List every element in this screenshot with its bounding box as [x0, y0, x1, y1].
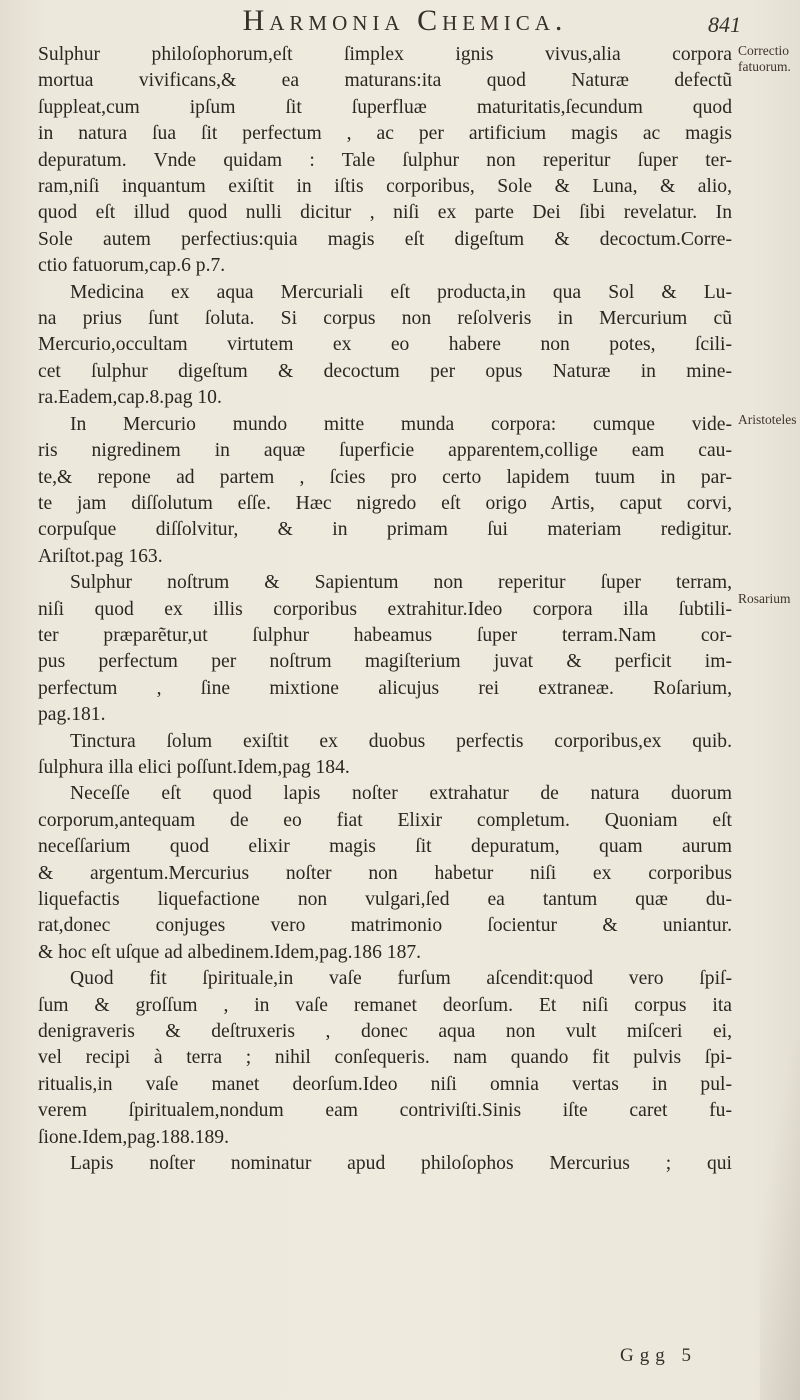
text-line: neceſſarium quod elixir magis ſit depuratum, quam aurum: [38, 836, 732, 858]
text-line: rat,donec conjuges vero matrimonio ſocientur & uniantur.: [38, 915, 732, 937]
text-line: ritualis,in vaſe manet deorſum.Ideo niſi omnia vertas in pul-: [38, 1073, 732, 1095]
margin-note-rosarium: Rosarium: [738, 591, 791, 606]
text-line: Sole autem perfectius:quia magis eſt digeſtum & decoctum.Corre-: [38, 228, 732, 250]
text-line: ſulphura illa elici poſſunt.Idem,pag 184.: [38, 756, 350, 778]
text-line: liquefactis liquefactione non vulgari,ſed ea tantum quæ du-: [38, 889, 732, 910]
text-line: ris nigredinem in aquæ ſuperficie apparentem,collige eam cau-: [38, 440, 732, 462]
page-header: [0, 4, 800, 44]
text-line: In Mercurio mundo mitte munda corpora: cumque vide-: [70, 413, 732, 435]
text-line: Mercurio,occultam virtutem ex eo habere non potes, ſcili-: [38, 334, 732, 356]
text-line: perfectum , ſine mixtione alicujus rei extraneæ. Roſarium,: [38, 677, 732, 699]
running-title: Harmonia Chemica.: [242, 4, 568, 37]
margin-note-correctio: Correctio: [738, 43, 789, 58]
text-line: in natura ſua ſit perfectum , ac per artificium magis ac magis: [38, 123, 732, 145]
text-line: Sulphur noſtrum & Sapientum non reperitur ſuper terram,: [70, 572, 732, 594]
text-line: & argentum.Mercurius noſter non habetur niſi ex corporibus: [38, 862, 732, 884]
text-line: pag.181.: [38, 704, 106, 726]
text-line: te,& repone ad partem , ſcies pro certo lapidem tuum in par-: [38, 466, 732, 488]
text-line: Quod fit ſpirituale,in vaſe furſum aſcendit:quod vero ſpiſ-: [70, 968, 732, 990]
text-line: niſi quod ex illis corporibus extrahitur.Ideo corpora illa ſubtili-: [38, 598, 732, 620]
text-line: ra.Eadem,cap.8.pag 10.: [38, 387, 222, 409]
text-line: ter præparẽtur,ut ſulphur habeamus ſuper terram.Nam cor-: [38, 624, 732, 646]
text-line: Medicina ex aqua Mercuriali eſt producta,in qua Sol & Lu-: [70, 281, 732, 303]
signature-mark: Ggg 5: [620, 1345, 697, 1366]
text-line: Sulphur philoſophorum,eſt ſimplex ignis vivus,alia corpora: [38, 44, 732, 65]
text-line: ſione.Idem,pag.188.189.: [38, 1126, 230, 1148]
page-number: 841: [708, 12, 741, 37]
text-line: ſum & groſſum , in vaſe remanet deorſum. Et niſi corpus ita: [38, 994, 732, 1016]
text-line: ſuppleat,cum ipſum ſit ſuperfluæ maturitatis,ſecundum quod: [38, 96, 732, 118]
text-line: corpuſque diſſolvitur, & in primam ſui materiam redigitur.: [38, 519, 732, 541]
text-line: Tinctura ſolum exiſtit ex duobus perfectis corporibus,ex quib.: [70, 730, 732, 752]
text-line: ctio fatuorum,cap.6 p.7.: [38, 255, 226, 277]
margin-note-fatuorum: fatuorum.: [738, 59, 791, 74]
text-line: Lapis noſter nominatur apud philoſophos Mercurius ; qui: [70, 1153, 732, 1175]
text-line: verem ſpiritualem,nondum eam contriviſti.Sinis iſte caret fu-: [38, 1100, 732, 1122]
text-line: mortua vivificans,& ea maturans:ita quod Naturæ defectũ: [38, 70, 732, 92]
text-line: ram,niſi inquantum exiſtit in iſtis corporibus, Sole & Luna, & alio,: [38, 176, 732, 198]
margin-note-aristoteles: Aristoteles: [738, 412, 797, 427]
text-line: & hoc eſt uſque ad albedinem.Idem,pag.186 187.: [38, 941, 422, 963]
text-line: quod eſt illud quod nulli dicitur , niſi ex parte Dei ſibi revelatur. In: [38, 202, 732, 224]
text-line: corporum,antequam de eo fiat Elixir completum. Quoniam eſt: [38, 809, 732, 831]
text-line: denigraveris & deſtruxeris , donec aqua non vult miſceri ei,: [38, 1021, 732, 1043]
text-line: cet ſulphur digeſtum & decoctum per opus Naturæ in mine-: [38, 360, 732, 382]
text-line: vel recipi à terra ; nihil conſequeris. nam quando fit pulvis ſpi-: [38, 1047, 732, 1069]
text-line: te jam diſſolutum eſſe. Hæc nigredo eſt origo Artis, caput corvi,: [38, 492, 732, 514]
text-line: pus perfectum per noſtrum magiſterium juvat & perficit im-: [38, 651, 732, 673]
main-text-block: [38, 42, 732, 1177]
page-fold-shadow: [760, 1040, 800, 1400]
text-line: na prius ſunt ſoluta. Si corpus non reſolveris in Mercurium cũ: [38, 308, 732, 330]
text-line: Neceſſe eſt quod lapis noſter extrahatur de natura duorum: [70, 783, 732, 805]
text-line: Ariſtot.pag 163.: [38, 545, 163, 567]
text-line: depuratum. Vnde quidam : Tale ſulphur non reperitur ſuper ter-: [38, 149, 732, 171]
